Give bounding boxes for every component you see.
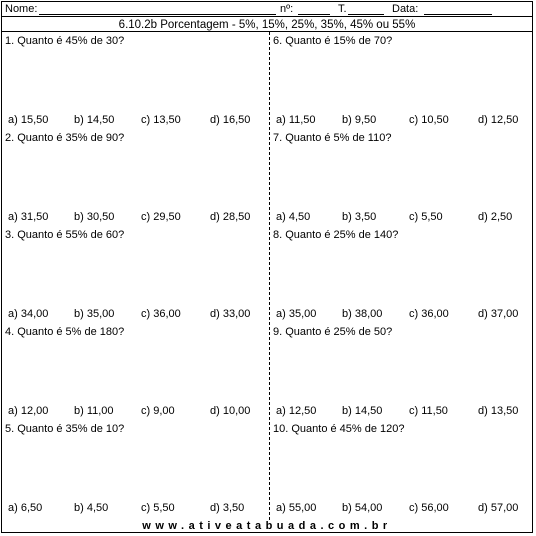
answer-option-d[interactable]: d) 57,00	[478, 502, 519, 514]
answer-options	[276, 114, 532, 128]
question-4	[2, 324, 264, 421]
answer-option-b[interactable]: b) 11,00	[74, 405, 114, 417]
answer-option-b[interactable]: b) 3,50	[342, 211, 377, 223]
answer-option-b[interactable]: b) 9,50	[342, 114, 377, 126]
student-info-header	[2, 2, 532, 16]
answer-option-d[interactable]: d) 16,50	[210, 114, 251, 126]
answer-option-a[interactable]: a) 34,00	[8, 308, 49, 320]
answer-option-a[interactable]: a) 55,00	[276, 502, 317, 514]
answer-options	[276, 502, 532, 516]
worksheet	[1, 1, 533, 533]
answer-option-c[interactable]: c) 56,00	[409, 502, 449, 514]
answer-option-b[interactable]: b) 38,00	[342, 308, 383, 320]
answer-option-c[interactable]: c) 13,50	[141, 114, 181, 126]
class-blank	[348, 14, 384, 15]
question-6	[270, 33, 532, 130]
worksheet-title: 6.10.2b Porcentagem - 5%, 15%, 25%, 35%, 45% ou 55%	[2, 16, 532, 32]
answer-option-c[interactable]: c) 5,50	[141, 502, 175, 514]
name-blank	[39, 14, 276, 15]
answer-options	[8, 502, 264, 516]
answer-options	[8, 308, 264, 322]
answer-option-d[interactable]: d) 10,00	[210, 405, 251, 417]
answer-options	[8, 114, 264, 128]
number-label: nº:	[280, 3, 294, 15]
question-5	[2, 421, 264, 518]
question-text: 7. Quanto é 5% de 110?	[273, 132, 392, 144]
answer-option-c[interactable]: c) 11,50	[409, 405, 448, 417]
answer-option-a[interactable]: a) 12,50	[276, 405, 317, 417]
answer-option-d[interactable]: d) 13,50	[478, 405, 519, 417]
class-label: T.	[338, 3, 347, 15]
question-text: 1. Quanto é 45% de 30?	[5, 35, 125, 47]
answer-option-a[interactable]: a) 6,50	[8, 502, 43, 514]
answer-option-b[interactable]: b) 35,00	[74, 308, 115, 320]
answer-option-d[interactable]: d) 2,50	[478, 211, 513, 223]
question-text: 5. Quanto é 35% de 10?	[5, 423, 125, 435]
answer-option-c[interactable]: c) 36,00	[141, 308, 181, 320]
answer-option-a[interactable]: a) 12,00	[8, 405, 49, 417]
question-10	[270, 421, 532, 518]
answer-options	[276, 405, 532, 419]
answer-option-b[interactable]: b) 14,50	[74, 114, 115, 126]
question-1	[2, 33, 264, 130]
answer-option-b[interactable]: b) 14,50	[342, 405, 383, 417]
answer-options	[276, 211, 532, 225]
answer-option-a[interactable]: a) 4,50	[276, 211, 311, 223]
answer-options	[276, 308, 532, 322]
answer-option-a[interactable]: a) 15,50	[8, 114, 49, 126]
question-9	[270, 324, 532, 421]
answer-option-d[interactable]: d) 3,50	[210, 502, 245, 514]
number-blank	[298, 14, 330, 15]
answer-options	[8, 405, 264, 419]
answer-option-c[interactable]: c) 9,00	[141, 405, 175, 417]
question-3	[2, 227, 264, 324]
question-text: 6. Quanto é 15% de 70?	[273, 35, 393, 47]
question-text: 4. Quanto é 5% de 180?	[5, 326, 125, 338]
question-text: 3. Quanto é 55% de 60?	[5, 229, 125, 241]
website-footer: www.ativeatabuada.com.br	[142, 520, 392, 532]
answer-option-b[interactable]: b) 54,00	[342, 502, 383, 514]
question-text: 2. Quanto é 35% de 90?	[5, 132, 125, 144]
question-8	[270, 227, 532, 324]
answer-option-c[interactable]: c) 5,50	[409, 211, 443, 223]
date-label: Data:	[392, 3, 419, 15]
answer-option-a[interactable]: a) 31,50	[8, 211, 49, 223]
answer-option-c[interactable]: c) 29,50	[141, 211, 181, 223]
answer-option-d[interactable]: d) 28,50	[210, 211, 251, 223]
answer-option-d[interactable]: d) 12,50	[478, 114, 519, 126]
answer-option-d[interactable]: d) 37,00	[478, 308, 519, 320]
question-text: 10. Quanto é 45% de 120?	[273, 423, 405, 435]
answer-option-a[interactable]: a) 35,00	[276, 308, 317, 320]
name-label: Nome:	[5, 3, 38, 15]
answer-options	[8, 211, 264, 225]
answer-option-c[interactable]: c) 36,00	[409, 308, 449, 320]
answer-option-c[interactable]: c) 10,50	[409, 114, 449, 126]
question-text: 8. Quanto é 25% de 140?	[273, 229, 399, 241]
question-2	[2, 130, 264, 227]
answer-option-d[interactable]: d) 33,00	[210, 308, 251, 320]
answer-option-b[interactable]: b) 4,50	[74, 502, 109, 514]
answer-option-b[interactable]: b) 30,50	[74, 211, 115, 223]
question-7	[270, 130, 532, 227]
date-blank	[424, 14, 492, 15]
question-text: 9. Quanto é 25% de 50?	[273, 326, 393, 338]
answer-option-a[interactable]: a) 11,50	[276, 114, 316, 126]
